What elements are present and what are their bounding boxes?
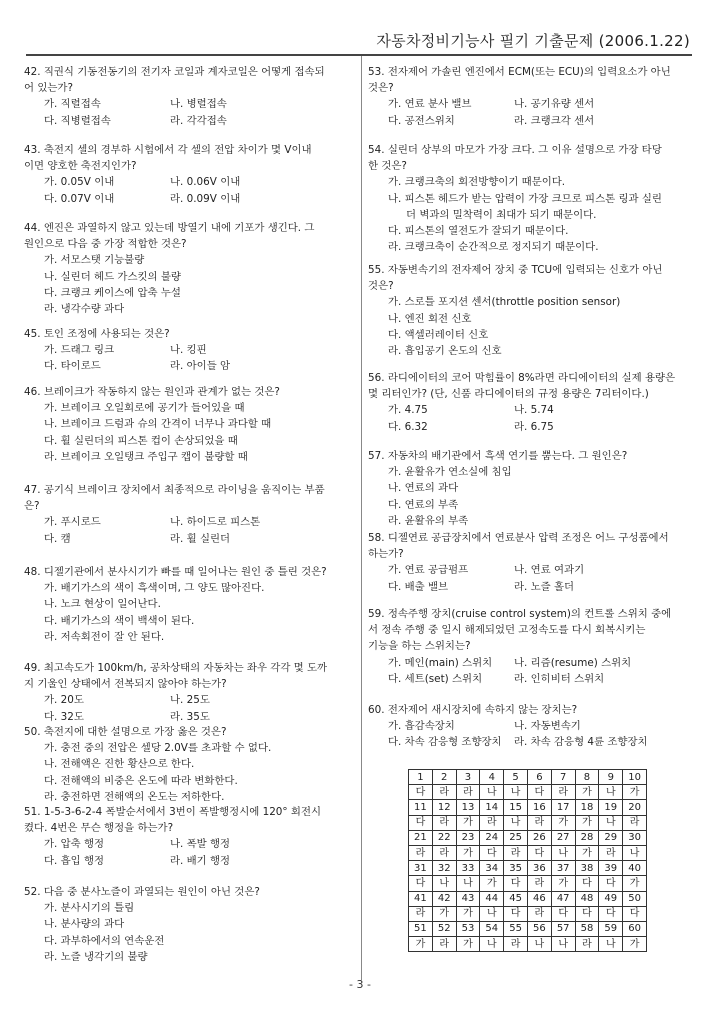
answer-key-row [409, 906, 647, 921]
answer-option: 다. 전해액의 비중은 온도에 따라 변화한다. [44, 774, 238, 787]
option-row [24, 96, 354, 112]
answer-option: 라. 35도 [170, 710, 210, 723]
answer-cell: 라 [432, 785, 456, 800]
option-row [24, 191, 354, 207]
answer-cell: 가 [456, 906, 480, 921]
answer-cell: 나 [599, 815, 623, 830]
answer-cell: 라 [409, 906, 433, 921]
answer-option: 다. 0.07V 이내 [44, 192, 115, 205]
answer-cell: 나 [504, 785, 528, 800]
question-number-cell: 47 [551, 891, 575, 906]
question-block [24, 884, 354, 965]
answer-option: 가. 연료 공급펌프 [388, 564, 469, 577]
answer-cell: 라 [599, 845, 623, 860]
answer-option: 다. 32도 [44, 710, 84, 723]
question-stem-line: 53. 전자제어 가솔린 엔진에서 ECM(또는 ECU)의 입력요소가 아닌 [368, 66, 671, 78]
answer-option: 나. 전해액은 진한 황산으로 한다. [44, 758, 195, 771]
question-block [368, 448, 700, 529]
question-stem-line: 54. 실린더 상부의 마모가 가장 크다. 그 이유 설명으로 가장 타당 [368, 144, 662, 156]
answer-cell: 다 [504, 906, 528, 921]
answer-option: 나. 병렬접속 [170, 98, 227, 111]
answer-option: 다. 액셀러레이터 신호 [388, 328, 489, 341]
question-stem-line: 43. 축전지 셀의 경부하 시험에서 각 셀의 전압 차이가 몇 V이내 [24, 144, 312, 156]
question-number-cell: 60 [623, 921, 647, 936]
question-block [24, 384, 354, 465]
answer-cell: 라 [575, 937, 599, 952]
answer-key-row [409, 876, 647, 891]
answer-option: 다. 크랭크 케이스에 압축 누설 [44, 286, 181, 299]
answer-option: 가. 충전 중의 전압은 셀당 2.0V를 초과할 수 없다. [44, 742, 272, 755]
answer-option: 나. 5.74 [514, 404, 554, 417]
question-block [24, 660, 354, 725]
answer-cell: 가 [623, 785, 647, 800]
answer-option: 가. 배기가스의 색이 흑색이며, 그 양도 많아진다. [44, 582, 265, 595]
question-number-cell: 35 [504, 861, 528, 876]
answer-number-row [409, 770, 647, 785]
question-block [368, 606, 700, 687]
answer-cell: 다 [480, 845, 504, 860]
answer-option: 가. 드래그 링크 [44, 344, 115, 357]
answer-option: 나. 25도 [170, 694, 210, 707]
question-number-cell: 34 [480, 861, 504, 876]
question-stem-line: 47. 공기식 브레이크 장치에서 최종적으로 라이닝을 움직이는 부품 [24, 484, 325, 496]
question-number-cell: 44 [480, 891, 504, 906]
answer-cell: 가 [456, 937, 480, 952]
question-stem-line: 48. 디젤기관에서 분사시기가 빠를 때 일어나는 원인 중 틀린 것은? [24, 566, 327, 578]
answer-cell: 가 [623, 937, 647, 952]
question-block [368, 262, 700, 359]
question-number-cell: 55 [504, 921, 528, 936]
question-number-cell: 16 [527, 800, 551, 815]
question-number-cell: 53 [456, 921, 480, 936]
question-block [24, 142, 354, 207]
answer-option: 다. 타이로드 [44, 360, 101, 373]
answer-cell: 나 [599, 785, 623, 800]
answer-key-row [409, 785, 647, 800]
question-stem-line: 이면 양호한 축전지인가? [24, 160, 137, 173]
answer-option: 다. 연료의 부족 [388, 498, 459, 511]
answer-option: 나. 노크 현상이 일어난다. [44, 598, 161, 611]
question-number-cell: 30 [623, 830, 647, 845]
question-stem-line: 51. 1-5-3-6-2-4 폭발순서에서 3번이 폭발행정시에 120° 회전시 [24, 806, 322, 818]
option-row [24, 853, 354, 869]
answer-option: 나. 브레이크 드럼과 슈의 간격이 너무나 과다할 때 [44, 418, 272, 431]
question-number-cell: 46 [527, 891, 551, 906]
answer-option: 가. 메인(main) 스위치 [388, 656, 493, 669]
answer-cell: 나 [623, 845, 647, 860]
question-stem-line: 45. 토인 조정에 사용되는 것은? [24, 328, 170, 340]
answer-cell: 나 [527, 937, 551, 952]
question-block [24, 220, 354, 317]
answer-option: 나. 연료 여과기 [514, 564, 585, 577]
question-stem-line: 서 정속 주행 중 일시 해제되었던 고정속도를 다시 회복시키는 [368, 624, 646, 637]
answer-option: 라. 노즐 냉각기의 불량 [44, 950, 148, 963]
answer-option: 나. 킹핀 [170, 344, 207, 357]
answer-option: 라. 충전하면 전해액의 온도는 저하한다. [44, 790, 225, 803]
question-number-cell: 43 [456, 891, 480, 906]
answer-cell: 나 [456, 876, 480, 891]
answer-option: 가. 윤활유가 연소실에 침입 [388, 466, 512, 479]
question-number-cell: 45 [504, 891, 528, 906]
question-number-cell: 1 [409, 770, 433, 785]
answer-cell: 가 [575, 845, 599, 860]
question-stem-line: 46. 브레이크가 작동하지 않는 원인과 관계가 없는 것은? [24, 386, 280, 398]
question-stem-line: 어 있는가? [24, 82, 73, 95]
question-number-cell: 10 [623, 770, 647, 785]
question-number-cell: 50 [623, 891, 647, 906]
answer-cell: 라 [409, 845, 433, 860]
option-row [24, 358, 354, 374]
answer-option-continuation: 더 벽과의 밀착력이 최대가 되기 때문이다. [406, 208, 597, 221]
question-stem-line: 은? [24, 500, 40, 513]
answer-key-row [409, 815, 647, 830]
answer-option: 라. 저속회전이 잘 안 된다. [44, 630, 165, 643]
question-stem-line: 55. 자동변속기의 전자제어 장치 중 TCU에 입력되는 신호가 아닌 [368, 264, 663, 276]
answer-option: 나. 폭발 행정 [170, 838, 231, 851]
answer-cell: 라 [480, 815, 504, 830]
question-number-cell: 12 [432, 800, 456, 815]
answer-number-row [409, 891, 647, 906]
question-number-cell: 22 [432, 830, 456, 845]
answer-cell: 나 [551, 937, 575, 952]
question-number-cell: 58 [575, 921, 599, 936]
answer-cell: 가 [456, 845, 480, 860]
page-number: - 3 - [349, 978, 371, 991]
answer-option: 가. 연료 분사 밸브 [388, 98, 472, 111]
answer-option: 다. 캠 [44, 532, 71, 545]
question-stem-line: 60. 전자제어 새시장치에 속하지 않는 장치는? [368, 704, 578, 716]
question-number-cell: 14 [480, 800, 504, 815]
question-block [24, 724, 354, 805]
answer-option: 다. 과부하에서의 연속운전 [44, 934, 165, 947]
question-stem-line: 59. 정속주행 장치(cruise control system)의 컨트롤 스위치 중에 [368, 608, 672, 620]
option-row [24, 836, 354, 852]
answer-cell: 나 [480, 785, 504, 800]
question-number-cell: 33 [456, 861, 480, 876]
answer-option: 가. 흡감속장치 [388, 720, 455, 733]
answer-cell: 가 [575, 785, 599, 800]
question-number-cell: 51 [409, 921, 433, 936]
question-block [368, 142, 700, 255]
question-number-cell: 21 [409, 830, 433, 845]
option-row [368, 655, 700, 671]
question-stem-line: 원인으로 다음 중 가장 적합한 것은? [24, 238, 187, 251]
answer-option: 가. 푸시로드 [44, 516, 101, 529]
question-stem-line: 49. 최고속도가 100km/h, 공차상태의 자동차는 좌우 각각 몇 도까 [24, 662, 328, 674]
answer-cell: 다 [575, 906, 599, 921]
question-block [24, 326, 354, 375]
option-row [368, 718, 700, 734]
answer-option: 나. 분사량의 과다 [44, 918, 125, 931]
option-row [368, 734, 700, 750]
answer-option: 나. 실린더 헤드 가스킷의 불량 [44, 270, 181, 283]
answer-option: 가. 직렬접속 [44, 98, 101, 111]
answer-cell: 가 [551, 876, 575, 891]
answer-option: 나. 자동변속기 [514, 720, 581, 733]
answer-cell: 라 [527, 815, 551, 830]
answer-option: 가. 0.05V 이내 [44, 176, 115, 189]
answer-cell: 가 [480, 876, 504, 891]
question-number-cell: 37 [551, 861, 575, 876]
question-number-cell: 27 [551, 830, 575, 845]
question-number-cell: 28 [575, 830, 599, 845]
answer-cell: 나 [551, 845, 575, 860]
question-number-cell: 17 [551, 800, 575, 815]
question-number-cell: 23 [456, 830, 480, 845]
question-stem-line: 것은? [368, 82, 394, 95]
question-stem-line: 몇 리터인가? (단, 신품 라디에이터의 규정 용량은 7리터이다.) [368, 388, 649, 401]
question-number-cell: 38 [575, 861, 599, 876]
answer-option: 다. 6.32 [388, 420, 428, 433]
question-stem-line: 57. 자동차의 배기관에서 흑색 연기를 뿜는다. 그 원인은? [368, 450, 628, 462]
question-stem-line: 한 것은? [368, 160, 407, 173]
question-number-cell: 6 [527, 770, 551, 785]
question-number-cell: 48 [575, 891, 599, 906]
answer-option: 가. 브레이크 오일회로에 공기가 들어있을 때 [44, 402, 245, 415]
answer-option: 다. 휠 실린더의 피스톤 컵이 손상되었을 때 [44, 434, 238, 447]
answer-option: 다. 배출 밸브 [388, 580, 449, 593]
answer-cell: 나 [432, 876, 456, 891]
answer-option: 나. 공기유량 센서 [514, 98, 595, 111]
answer-number-row [409, 921, 647, 936]
question-stem-line: 58. 디젤연료 공급장치에서 연료분사 압력 조정은 어느 구성품에서 [368, 532, 669, 544]
answer-cell: 가 [432, 906, 456, 921]
question-stem-line: 56. 라디에이터의 코어 막힘률이 8%라면 라디에이터의 실제 용량은 [368, 372, 676, 384]
answer-option: 라. 아이들 암 [170, 360, 231, 373]
answer-cell: 라 [432, 937, 456, 952]
option-row [24, 514, 354, 530]
option-row [368, 96, 700, 112]
answer-cell: 다 [551, 906, 575, 921]
answer-option: 가. 스로틀 포지션 센서(throttle position sensor) [388, 296, 621, 309]
question-number-cell: 19 [599, 800, 623, 815]
answer-cell: 나 [480, 937, 504, 952]
answer-cell: 다 [504, 876, 528, 891]
answer-cell: 라 [623, 815, 647, 830]
option-row [368, 671, 700, 687]
answer-cell: 다 [623, 906, 647, 921]
answer-option: 라. 6.75 [514, 420, 554, 433]
answer-cell: 가 [551, 815, 575, 830]
answer-option: 라. 배기 행정 [170, 854, 231, 867]
question-stem-line: 하는가? [368, 548, 404, 561]
answer-option: 다. 공전스위치 [388, 114, 455, 127]
question-number-cell: 18 [575, 800, 599, 815]
answer-cell: 나 [599, 937, 623, 952]
option-row [368, 419, 700, 435]
question-number-cell: 9 [599, 770, 623, 785]
answer-option: 가. 서모스탯 기능불량 [44, 254, 145, 267]
page-title: 자동차정비기능사 필기 기출문제 (2006.1.22) [376, 32, 690, 50]
question-number-cell: 32 [432, 861, 456, 876]
answer-cell: 나 [504, 815, 528, 830]
answer-option: 다. 배기가스의 색이 백색이 된다. [44, 614, 195, 627]
answer-option: 가. 크랭크축의 회전방향이기 때문이다. [388, 176, 566, 189]
question-number-cell: 31 [409, 861, 433, 876]
question-number-cell: 49 [599, 891, 623, 906]
question-number-cell: 25 [504, 830, 528, 845]
question-stem-line: 42. 직권식 기동전동기의 전기자 코일과 계자코일은 어떻게 접속되 [24, 66, 325, 78]
answer-cell: 라 [527, 906, 551, 921]
question-block [368, 702, 700, 751]
answer-option: 라. 노즐 홀더 [514, 580, 575, 593]
question-number-cell: 54 [480, 921, 504, 936]
question-block [24, 804, 354, 869]
answer-option: 다. 피스톤의 열전도가 잘되기 때문이다. [388, 225, 569, 238]
page-header [26, 0, 692, 56]
answer-key-row [409, 937, 647, 952]
answer-option: 나. 리즘(resume) 스위치 [514, 656, 632, 669]
option-row [24, 113, 354, 129]
question-number-cell: 56 [527, 921, 551, 936]
answer-cell: 다 [527, 845, 551, 860]
answer-option: 라. 크랭크축이 순간적으로 정지되기 때문이다. [388, 241, 599, 254]
answer-option: 라. 윤활유의 부족 [388, 514, 469, 527]
answer-cell: 라 [456, 785, 480, 800]
option-row [24, 342, 354, 358]
question-number-cell: 7 [551, 770, 575, 785]
question-block [24, 564, 354, 645]
question-block [368, 64, 700, 129]
answer-option: 나. 하이드로 피스톤 [170, 516, 261, 529]
answer-option: 라. 크랭크각 센서 [514, 114, 595, 127]
answer-cell: 다 [599, 906, 623, 921]
answer-cell: 라 [527, 876, 551, 891]
option-row [368, 402, 700, 418]
answer-option: 라. 각각접속 [170, 114, 227, 127]
answer-option: 라. 흡입공기 온도의 신호 [388, 345, 502, 358]
option-row [24, 692, 354, 708]
option-row [368, 579, 700, 595]
question-number-cell: 39 [599, 861, 623, 876]
question-number-cell: 8 [575, 770, 599, 785]
answer-cell: 다 [599, 876, 623, 891]
answer-option: 라. 브레이크 오일탱크 주입구 캡이 불량할 때 [44, 450, 248, 463]
answer-option: 다. 흡입 행정 [44, 854, 105, 867]
question-number-cell: 57 [551, 921, 575, 936]
answer-option: 가. 압축 행정 [44, 838, 105, 851]
question-stem-line: 기능을 하는 스위치는? [368, 640, 471, 653]
question-number-cell: 4 [480, 770, 504, 785]
option-row [368, 113, 700, 129]
question-number-cell: 40 [623, 861, 647, 876]
answer-cell: 나 [480, 906, 504, 921]
question-block [24, 482, 354, 547]
answer-cell: 라 [504, 937, 528, 952]
answer-cell: 가 [409, 937, 433, 952]
answer-cell: 라 [504, 845, 528, 860]
answer-cell: 다 [409, 785, 433, 800]
answer-cell: 다 [527, 785, 551, 800]
answer-option: 나. 피스톤 헤드가 받는 압력이 가장 크므로 피스톤 링과 실린 [388, 192, 662, 205]
question-number-cell: 20 [623, 800, 647, 815]
question-stem-line: 켰다. 4번은 무슨 행정을 하는가? [24, 822, 174, 835]
question-block [24, 64, 354, 129]
answer-option: 다. 세트(set) 스위치 [388, 672, 483, 685]
option-row [368, 562, 700, 578]
question-stem-line: 52. 다음 중 분사노즐이 과열되는 원인이 아닌 것은? [24, 886, 260, 898]
question-stem-line: 것은? [368, 280, 394, 293]
answer-option: 가. 분사시기의 틀림 [44, 902, 135, 915]
answer-option: 나. 0.06V 이내 [170, 176, 241, 189]
question-number-cell: 24 [480, 830, 504, 845]
question-stem-line: 50. 축전지에 대한 설명으로 가장 옳은 것은? [24, 726, 227, 738]
answer-cell: 라 [432, 815, 456, 830]
answer-number-row [409, 830, 647, 845]
question-number-cell: 42 [432, 891, 456, 906]
answer-cell: 다 [409, 876, 433, 891]
answer-option: 나. 엔진 회전 신호 [388, 312, 472, 325]
answer-table [408, 769, 647, 952]
question-number-cell: 13 [456, 800, 480, 815]
question-stem-line: 지 기울인 상태에서 전복되지 않아야 하는가? [24, 678, 227, 691]
answer-cell: 다 [575, 876, 599, 891]
question-number-cell: 26 [527, 830, 551, 845]
question-number-cell: 5 [504, 770, 528, 785]
column-divider [361, 56, 362, 980]
question-number-cell: 29 [599, 830, 623, 845]
option-row [24, 709, 354, 725]
answer-option: 가. 20도 [44, 694, 84, 707]
question-number-cell: 36 [527, 861, 551, 876]
answer-number-row [409, 800, 647, 815]
answer-cell: 다 [409, 815, 433, 830]
question-number-cell: 11 [409, 800, 433, 815]
answer-cell: 가 [575, 815, 599, 830]
answer-option: 다. 직병렬접속 [44, 114, 111, 127]
option-row [24, 174, 354, 190]
question-block [368, 370, 700, 435]
option-row [24, 531, 354, 547]
answer-option: 라. 인히비터 스위치 [514, 672, 605, 685]
answer-option: 가. 4.75 [388, 404, 428, 417]
question-number-cell: 3 [456, 770, 480, 785]
answer-cell: 가 [456, 815, 480, 830]
answer-option: 라. 0.09V 이내 [170, 192, 241, 205]
answer-cell: 라 [551, 785, 575, 800]
answer-cell: 가 [623, 876, 647, 891]
question-number-cell: 2 [432, 770, 456, 785]
answer-option: 나. 연료의 과다 [388, 482, 459, 495]
question-number-cell: 59 [599, 921, 623, 936]
answer-number-row [409, 861, 647, 876]
question-number-cell: 15 [504, 800, 528, 815]
question-number-cell: 52 [432, 921, 456, 936]
answer-option: 라. 휠 실린더 [170, 532, 231, 545]
answer-cell: 라 [432, 845, 456, 860]
question-number-cell: 41 [409, 891, 433, 906]
answer-option: 라. 냉각수량 과다 [44, 303, 125, 316]
question-stem-line: 44. 엔진은 과열하지 않고 있는데 방열기 내에 기포가 생긴다. 그 [24, 222, 315, 234]
question-block [368, 530, 700, 595]
answer-option: 라. 차속 감응형 4륜 조향장치 [514, 736, 648, 749]
answer-option: 다. 차속 감응형 조향장치 [388, 736, 502, 749]
answer-key-row [409, 845, 647, 860]
